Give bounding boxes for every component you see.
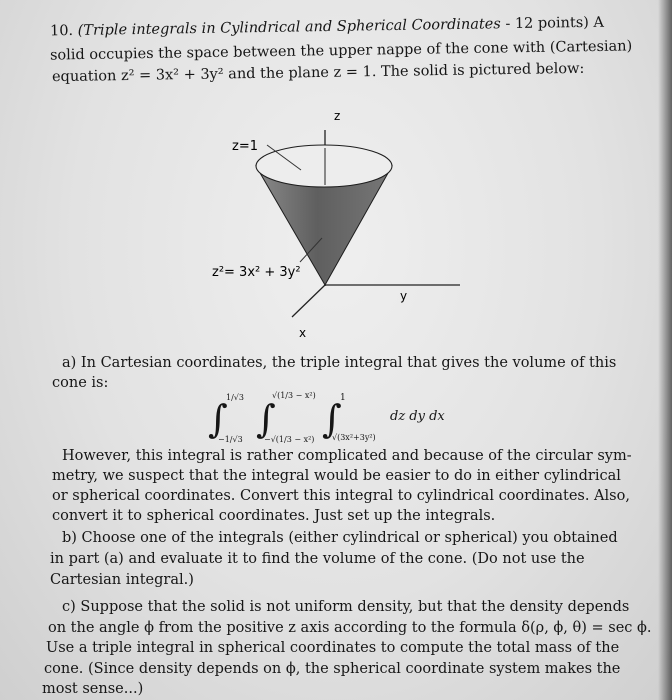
outer-upper-limit: 1/√3 xyxy=(226,393,244,402)
part-a-line-2: cone is: xyxy=(52,375,109,391)
z-axis-label: z xyxy=(334,109,341,123)
outer-lower-limit: −1/√3 xyxy=(218,435,243,444)
cone-label: z²= 3x² + 3y² xyxy=(212,265,301,280)
problem-topic: (Triple integrals in Cylindrical and Spherical Coordinates xyxy=(77,16,501,39)
y-axis-label: y xyxy=(400,289,408,303)
part-a-after-2: metry, we suspect that the integral would be easier to do in either cylindrical xyxy=(52,468,621,484)
part-a-line-1: a) In Cartesian coordinates, the triple integral that gives the volume of this xyxy=(62,355,617,371)
part-b-line-1: b) Choose one of the integrals (either cylindrical or spherical) you obtained xyxy=(62,530,618,546)
integral-sign-outer: ∫ xyxy=(208,397,228,441)
part-b-line-3: Cartesian integral.) xyxy=(50,572,194,588)
cartesian-integral xyxy=(200,388,460,444)
integral-sign-middle: ∫ xyxy=(256,397,276,441)
intro-line-2: solid occupies the space between the upper nappe of the cone with (Cartesian) xyxy=(49,38,633,64)
problem-number: 10. xyxy=(49,22,74,40)
part-c-line-4: cone. (Since density depends on ϕ, the spherical coordinate system makes the xyxy=(44,661,621,677)
middle-lower-limit: −√(1/3 − x²) xyxy=(264,435,315,444)
x-axis xyxy=(292,285,325,317)
intro-line-3: equation z² = 3x² + 3y² and the plane z = 1. The solid is pictured below: xyxy=(51,60,585,86)
inner-lower-limit: √(3x²+3y²) xyxy=(332,433,376,442)
part-c-line-5: most sense...) xyxy=(42,681,144,697)
middle-upper-limit: √(1/3 − x²) xyxy=(272,391,316,400)
part-c-line-3: Use a triple integral in spherical coordinates to compute the total mass of the xyxy=(46,640,620,656)
x-axis-label: x xyxy=(299,326,307,340)
problem-points: - 12 points) A xyxy=(505,14,605,33)
differentials: dz dy dx xyxy=(390,409,445,424)
plane-label: z=1 xyxy=(232,139,258,154)
integral-sign-inner: ∫ xyxy=(322,397,342,441)
part-a-after-3: or spherical coordinates. Convert this integral to cylindrical coordinates. Also, xyxy=(52,488,630,504)
part-a-after-1: However, this integral is rather complicated and because of the circular sym- xyxy=(62,448,632,464)
part-a-after-4: convert it to spherical coordinates. Just set up the integrals. xyxy=(52,508,496,524)
part-c-line-2: on the angle ϕ from the positive z axis according to the formula δ(ρ, ϕ, θ) = sec ϕ. xyxy=(48,620,652,636)
inner-upper-limit: 1 xyxy=(340,393,346,403)
part-b-line-2: in part (a) and evaluate it to find the volume of the cone. (Do not use the xyxy=(50,551,585,567)
part-c-line-1: c) Suppose that the solid is not uniform density, but that the density depends xyxy=(62,599,630,615)
